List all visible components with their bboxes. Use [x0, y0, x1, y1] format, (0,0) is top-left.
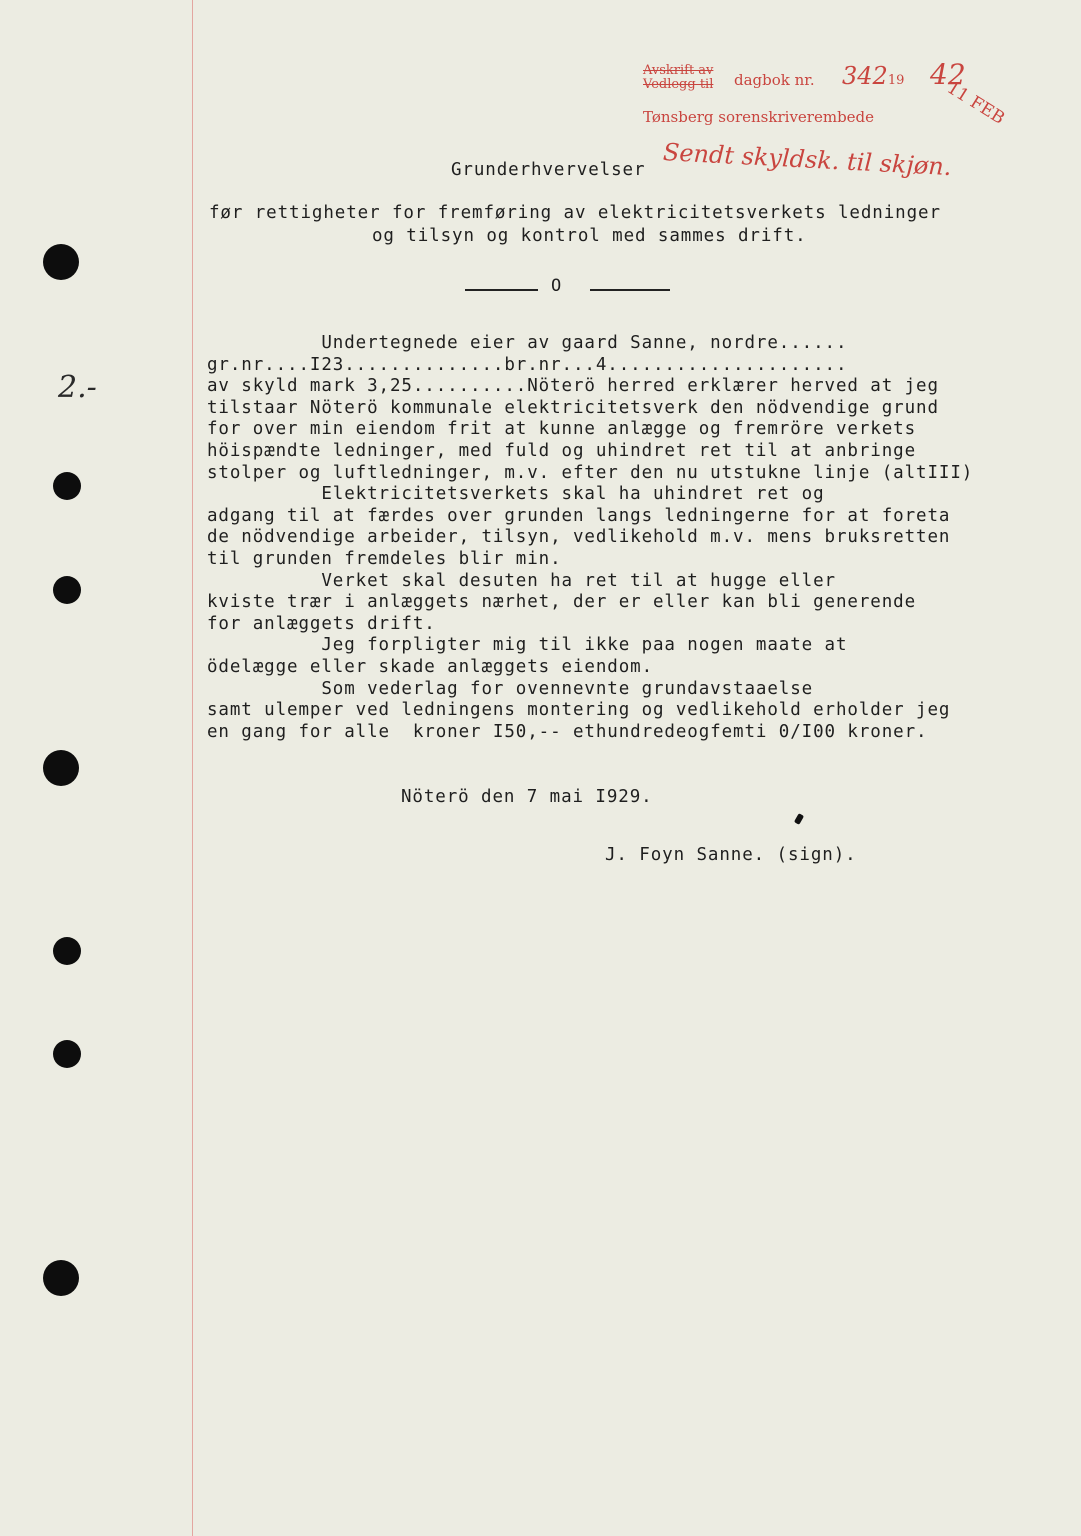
body-line: stolper og luftledninger, m.v. efter den nu utstukne linje (altIII)	[207, 462, 974, 483]
punch-hole	[43, 750, 79, 786]
separator-dash	[590, 289, 670, 291]
body-line: gr.nr....I23..............br.nr...4.....................	[207, 354, 848, 375]
stamp-dagbok-number	[842, 62, 904, 90]
separator-dash	[465, 289, 538, 291]
body-line: tilstaar Nöterö kommunale elektricitetsverk den nödvendige grund	[207, 397, 939, 418]
stamp-year-prefix: 19	[887, 73, 905, 88]
body-line: ödelægge eller skade anlæggets eiendom.	[207, 656, 653, 677]
document-title: Grunderhvervelser	[451, 160, 646, 180]
body-line: de nödvendige arbeider, tilsyn, vedlikehold m.v. mens bruksretten	[207, 527, 951, 548]
body-line: adgang til at færdes over grunden langs ledningerne for at foreta	[207, 505, 951, 526]
body-line: for over min eiendom frit at kunne anlægge og fremröre verkets	[207, 419, 917, 440]
body-line: til grunden fremdeles blir min.	[207, 548, 562, 569]
stamp-struck-line2: Vedlegg til	[643, 77, 714, 92]
stamp-year: 42	[930, 58, 966, 91]
document-subtitle-line1: før rettigheter for fremføring av elektricitetsverkets ledninger	[209, 203, 941, 223]
body-line: en gang for alle kroner I50,-- ethundredeogfemti 0/I00 kroner.	[207, 721, 928, 742]
punch-hole	[53, 472, 81, 500]
body-line: Jeg forpligter mig til ikke paa nogen maate at	[207, 635, 848, 656]
body-line: Elektricitetsverkets skal ha uhindret ret og	[207, 484, 825, 505]
body-line: samt ulemper ved ledningens montering og vedlikehold erholder jeg	[207, 700, 951, 721]
margin-rule	[192, 0, 193, 1536]
punch-hole	[43, 1260, 79, 1296]
document-body	[207, 333, 1067, 743]
place-date: Nöterö den 7 mai I929.	[401, 787, 653, 807]
stamp-struck-line1: Avskrift av	[643, 63, 714, 78]
body-line: for anlæggets drift.	[207, 613, 436, 634]
body-line: kviste trær i anlæggets nærhet, der er eller kan bli generende	[207, 592, 917, 613]
separator	[465, 276, 685, 300]
stamp-handwritten-note: Sendt skyldsk. til skjøn.	[662, 138, 953, 182]
punch-hole	[53, 576, 81, 604]
punch-hole	[43, 244, 79, 280]
separator-mark: O	[551, 276, 562, 296]
margin-handwritten-note: 2.-	[58, 370, 97, 405]
ink-mark	[794, 813, 804, 825]
punch-hole	[53, 1040, 81, 1068]
stamp-office: Tønsberg sorenskriverembede	[643, 108, 875, 126]
body-line: höispændte ledninger, med fuld og uhindret ret til at anbringe	[207, 440, 917, 461]
stamp-dagbok-label: dagbok nr.	[734, 71, 815, 89]
body-line: Undertegnede eier av gaard Sanne, nordre......	[207, 333, 848, 353]
stamp-date: 11 FEB	[943, 78, 1009, 129]
body-line: av skyld mark 3,25..........Nöterö herred erklærer herved at jeg	[207, 376, 939, 397]
document-subtitle-line2: og tilsyn og kontrol med sammes drift.	[372, 226, 807, 246]
punch-hole	[53, 937, 81, 965]
body-line: Verket skal desuten ha ret til at hugge eller	[207, 570, 836, 591]
signature: J. Foyn Sanne. (sign).	[605, 845, 857, 865]
body-line: Som vederlag for ovennevnte grundavstaaelse	[207, 678, 814, 699]
stamp-dagbok-number-value: 342	[842, 62, 888, 90]
stamp-struck-labels	[643, 64, 713, 92]
